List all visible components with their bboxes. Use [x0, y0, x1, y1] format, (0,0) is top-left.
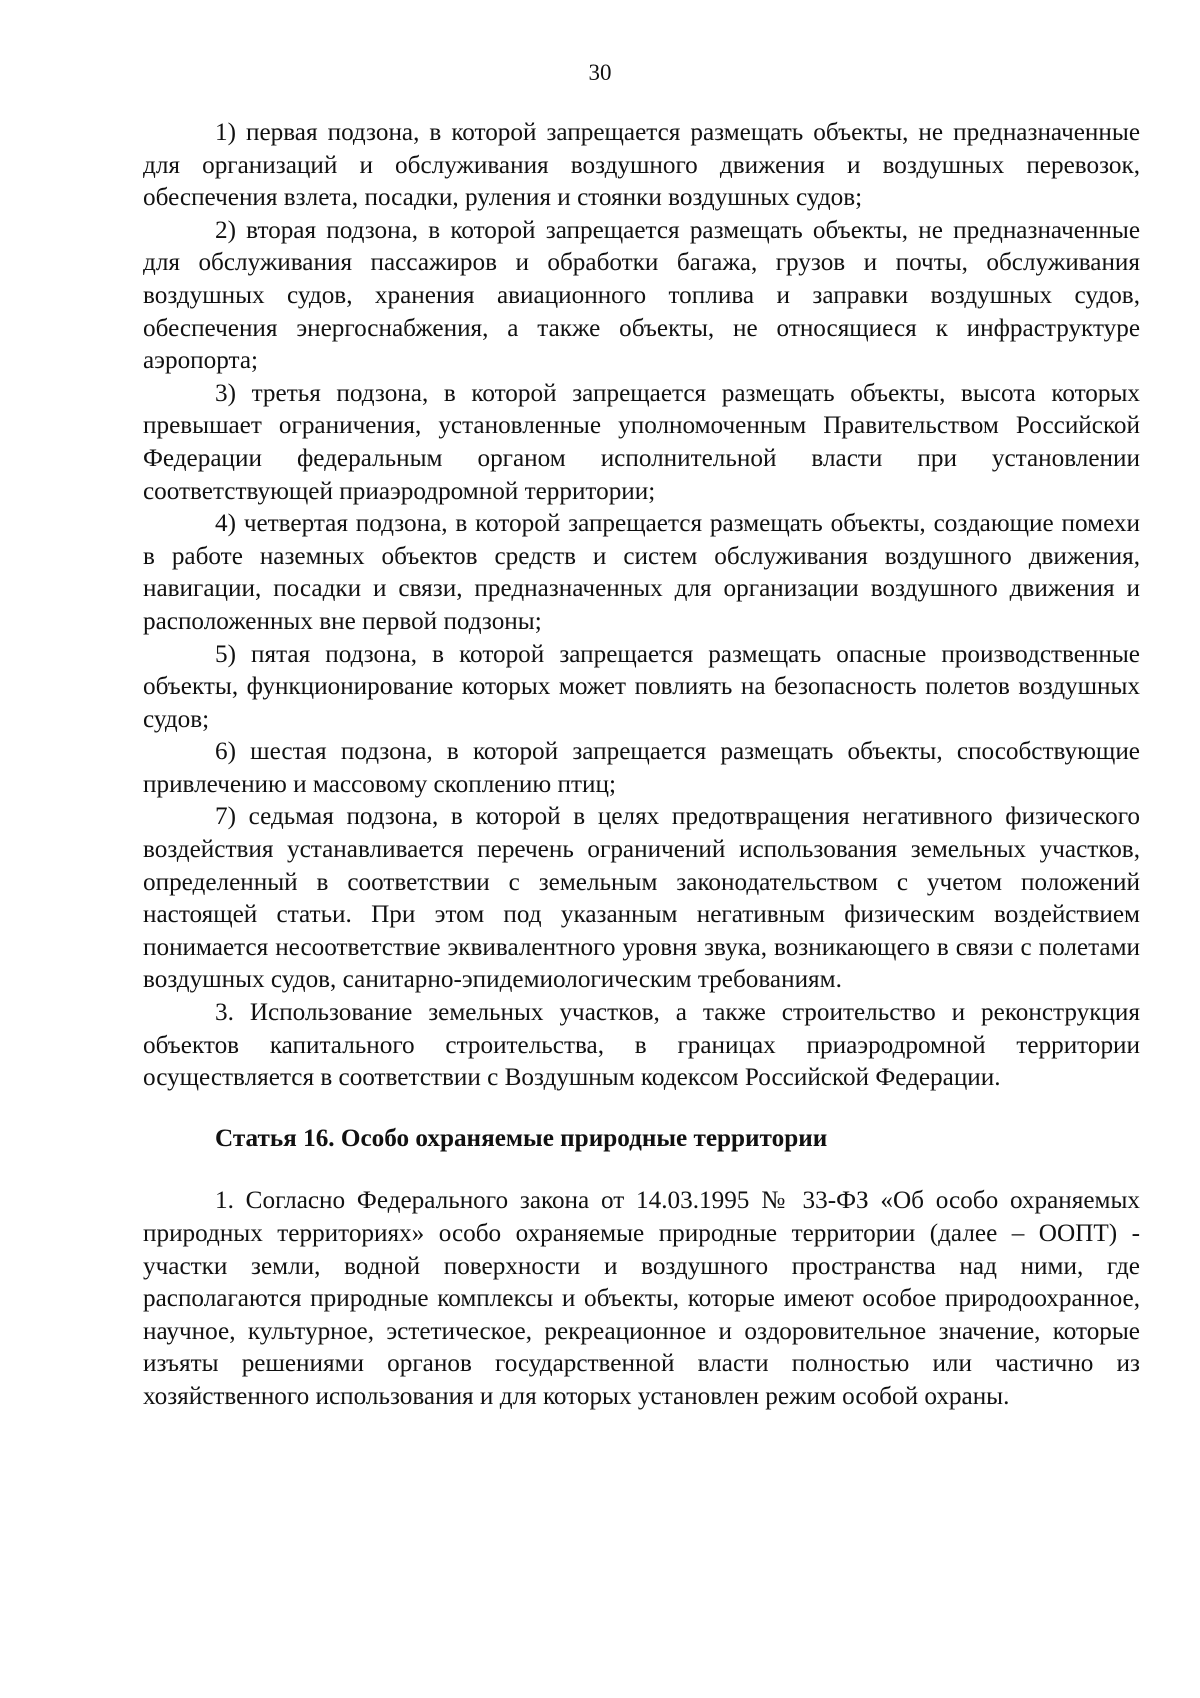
page-number: 30 — [588, 60, 612, 85]
paragraph-subzone-6: 6) шестая подзона, в которой запрещается размещать объекты, способствующие привлечению и массовому скоплению птиц; — [143, 738, 1140, 798]
paragraph-subzone-5: 5) пятая подзона, в которой запрещается размещать опасные производственные объекты, функционирование которых может повлиять на безопасность полетов воздушных судов; — [143, 640, 1140, 733]
paragraph-subzone-2: 2) вторая подзона, в которой запрещается размещать объекты, не предназначенные для обслуживания пассажиров и обработки багажа, грузов и почты, обслуживания воздушных судов, хранения авиационного топлива и заправки воздушных судов, обеспечения энергоснабжения, а также объекты, не относящиеся к инфраструктуре аэропорта; — [143, 216, 1140, 375]
paragraph-land-use: 3. Использование земельных участков, а также строительство и реконструкция объектов капитального строительства, в границах приаэродромной территории осуществляется в соответствии с Воздушным кодексом Российской Федерации. — [143, 999, 1140, 1092]
article-heading: Статья 16. Особо охраняемые природные территории — [215, 1124, 828, 1152]
document-body — [143, 117, 1140, 1414]
paragraph-subzone-1: 1) первая подзона, в которой запрещается размещать объекты, не предназначенные для организаций и обслуживания воздушного движения и воздушных перевозок, обеспечения взлета, посадки, руления и стоянки воздушных судов; — [143, 119, 1140, 212]
paragraph-protected-areas: 1. Согласно Федерального закона от 14.03.1995 № 33-ФЗ «Об особо охраняемых природных территориях» особо охраняемые природные территории (далее – ООПТ) - участки земли, водной поверхности и воздушного пространства над ними, где располагаются природные комплексы и объекты, которые имеют особое природоохранное, научное, культурное, эстетическое, рекреационное и оздоровительное значение, которые изъяты решениями органов государственной власти полностью или частично из хозяйственного использования и для которых установлен режим особой охраны. — [143, 1187, 1140, 1410]
paragraph-subzone-3: 3) третья подзона, в которой запрещается размещать объекты, высота которых превышает ограничения, установленные уполномоченным Правительством Российской Федерации федеральным органом исполнительной власти при установлении соответствующей приаэродромной территории; — [143, 379, 1140, 505]
paragraph-subzone-7: 7) седьмая подзона, в которой в целях предотвращения негативного физического воздействия устанавливается перечень ограничений использования земельных участков, определенный в соответствии с земельным законодательством с учетом положений настоящей статьи. При этом под указанным негативным физическим воздействием понимается несоответствие эквивалентного уровня звука, возникающего в связи с полетами воздушных судов, санитарно-эпидемиологическим требованиям. — [143, 803, 1140, 994]
paragraph-subzone-4: 4) четвертая подзона, в которой запрещается размещать объекты, создающие помехи в работе наземных объектов средств и систем обслуживания воздушного движения, навигации, посадки и связи, предназначенных для организации воздушного движения и расположенных вне первой подзоны; — [143, 510, 1140, 635]
